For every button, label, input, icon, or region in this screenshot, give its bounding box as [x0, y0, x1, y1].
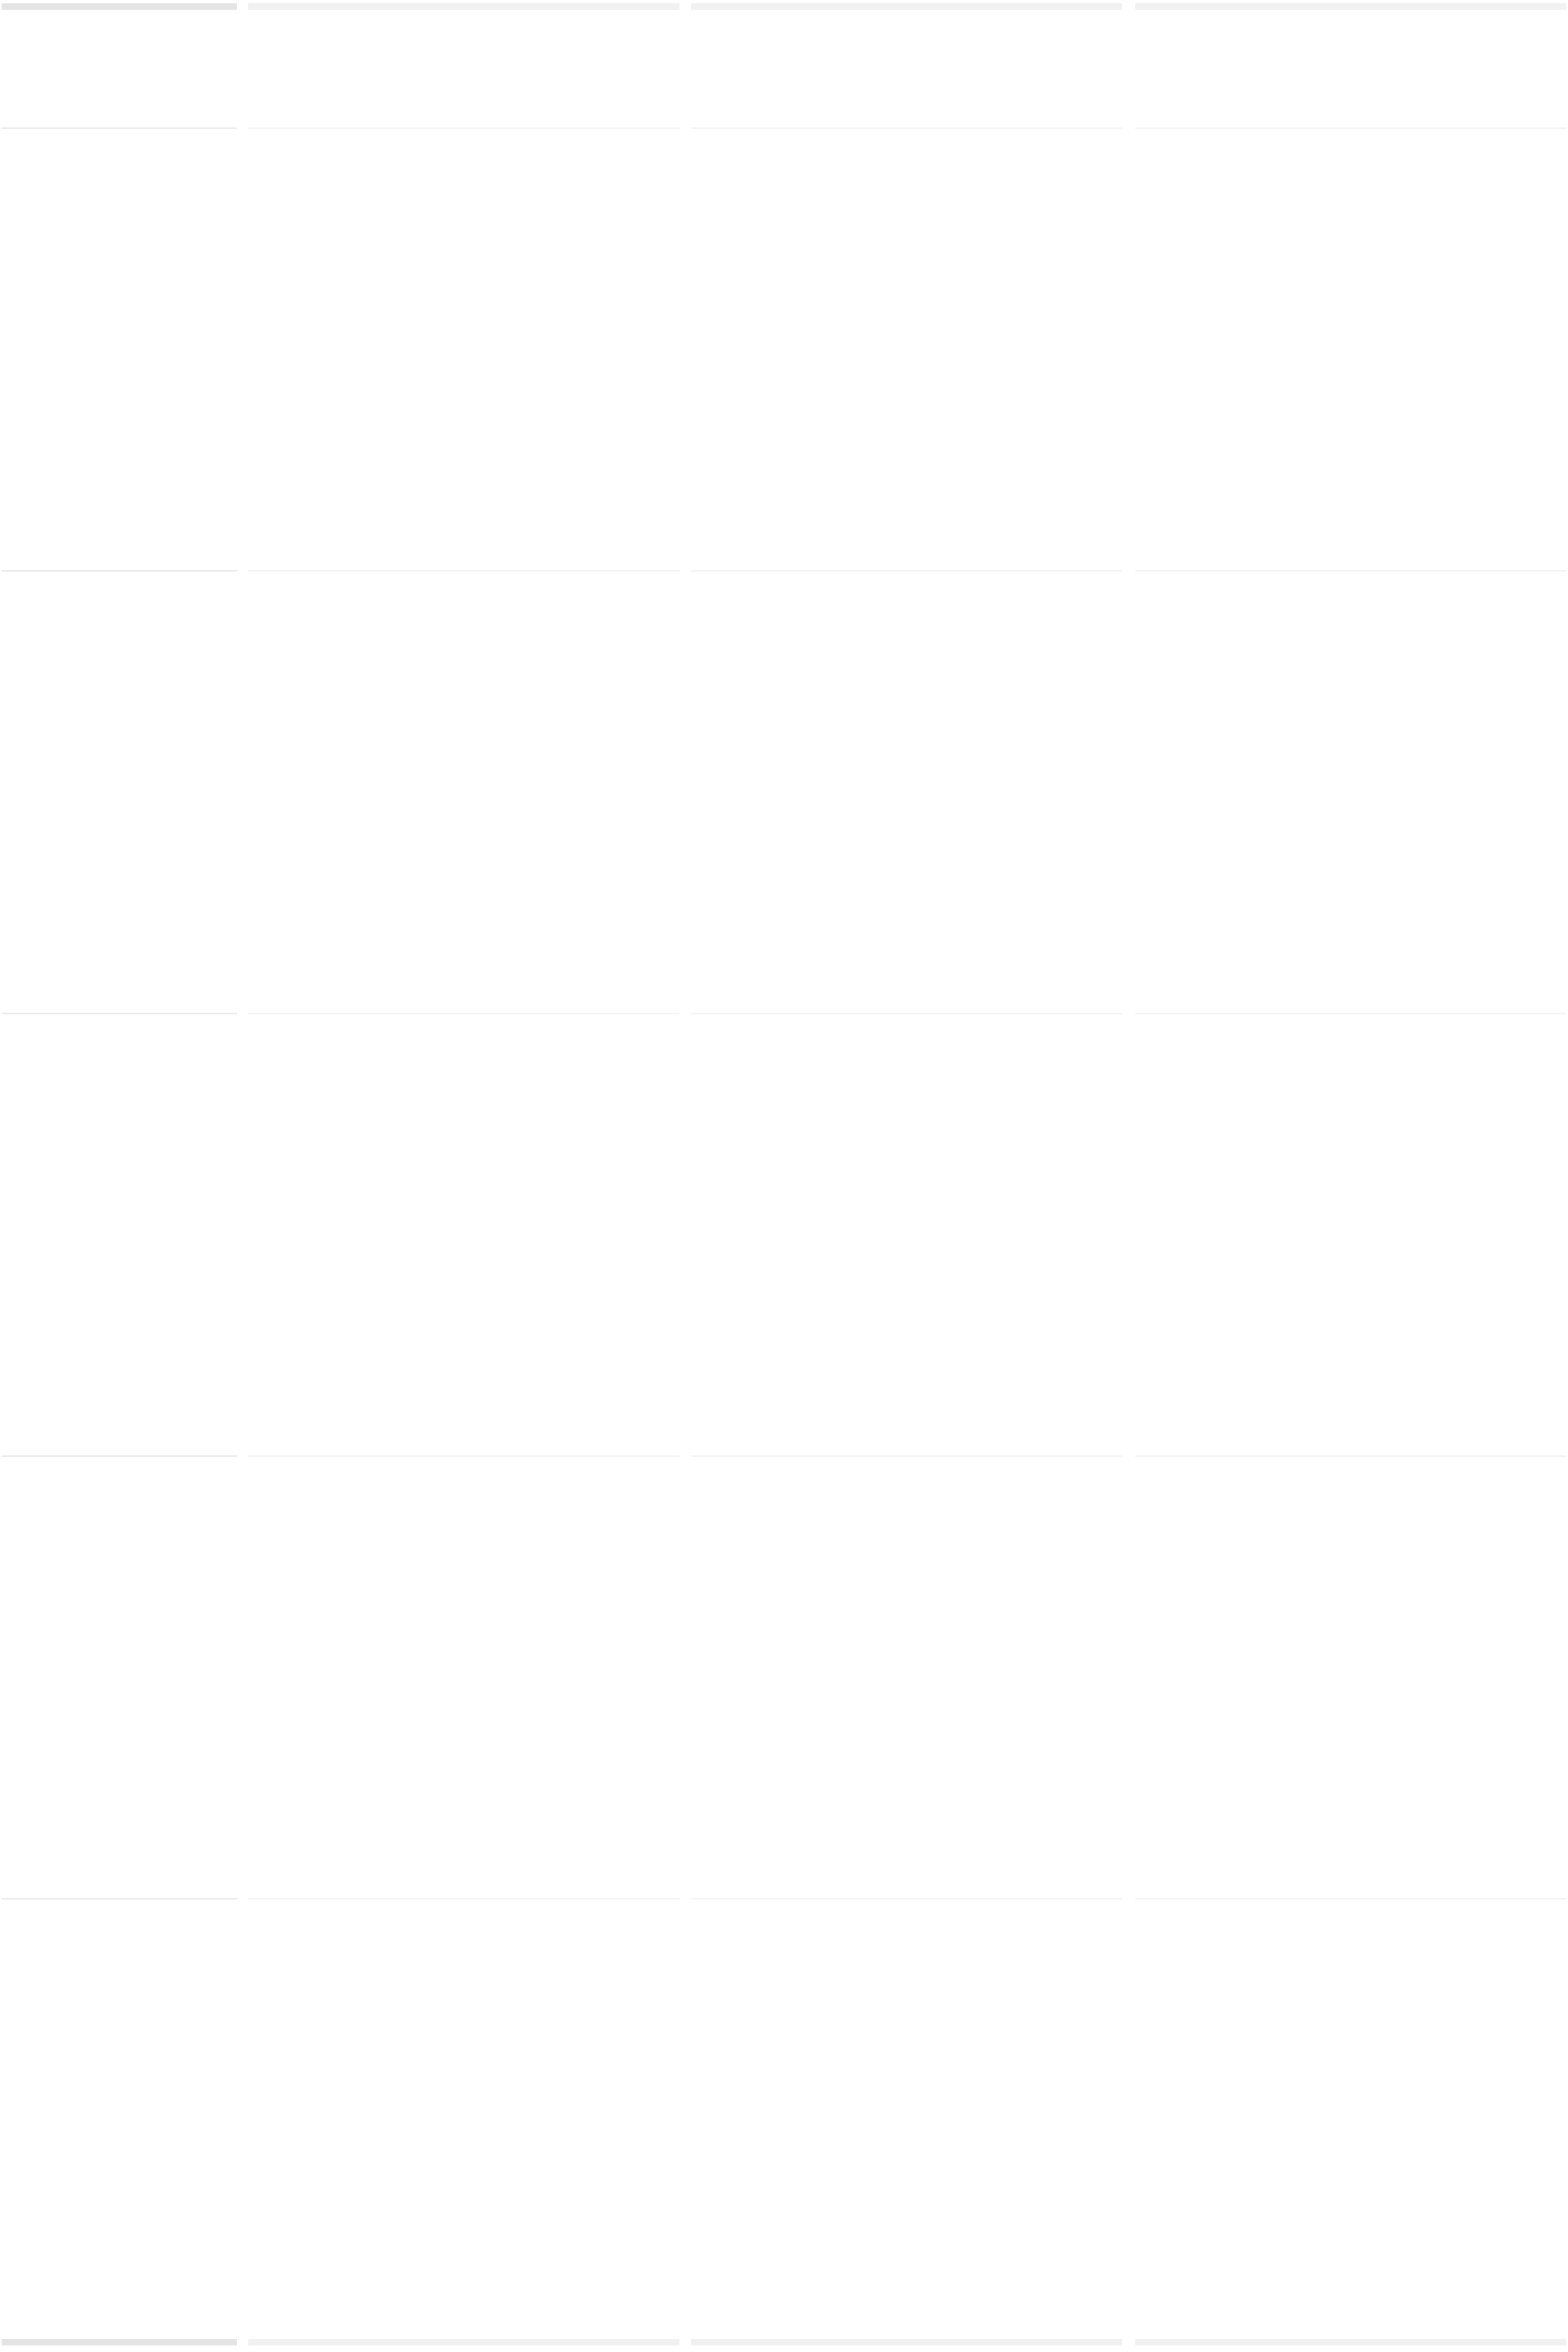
- table-cell: [248, 129, 679, 570]
- table-cell: [691, 572, 1122, 1013]
- column-footer-placeholder: [248, 2339, 679, 2345]
- table-column: [691, 0, 1122, 2352]
- table-cell: [1135, 1014, 1566, 1455]
- table-cell: [1135, 572, 1566, 1013]
- table-cell: [1135, 1457, 1566, 1898]
- table-cell: [2, 572, 237, 1013]
- table-cell: [248, 1900, 679, 2339]
- column-header-placeholder: [248, 3, 679, 10]
- column-header: [2, 10, 237, 127]
- table-cell: [2, 1457, 237, 1898]
- column-header: [248, 10, 679, 127]
- table-cell: [2, 1014, 237, 1455]
- column-header-placeholder: [2, 3, 237, 10]
- table-column: [1135, 0, 1566, 2352]
- table-cell: [1135, 129, 1566, 570]
- column-header-placeholder: [691, 3, 1122, 10]
- table-column: [248, 0, 679, 2352]
- column-footer-placeholder: [1135, 2339, 1566, 2345]
- table-cell: [2, 129, 237, 570]
- table-cell: [248, 1014, 679, 1455]
- table-cell: [691, 1014, 1122, 1455]
- table-column: [2, 0, 237, 2352]
- table-cell: [248, 1457, 679, 1898]
- column-header-placeholder: [1135, 3, 1566, 10]
- column-footer-placeholder: [2, 2339, 237, 2345]
- table-cell: [248, 572, 679, 1013]
- table-cell: [2, 1900, 237, 2339]
- column-footer-placeholder: [691, 2339, 1122, 2345]
- column-header: [691, 10, 1122, 127]
- table-cell: [691, 129, 1122, 570]
- column-header: [1135, 10, 1566, 127]
- table-cell: [691, 1457, 1122, 1898]
- table-cell: [1135, 1900, 1566, 2339]
- table-cell: [691, 1900, 1122, 2339]
